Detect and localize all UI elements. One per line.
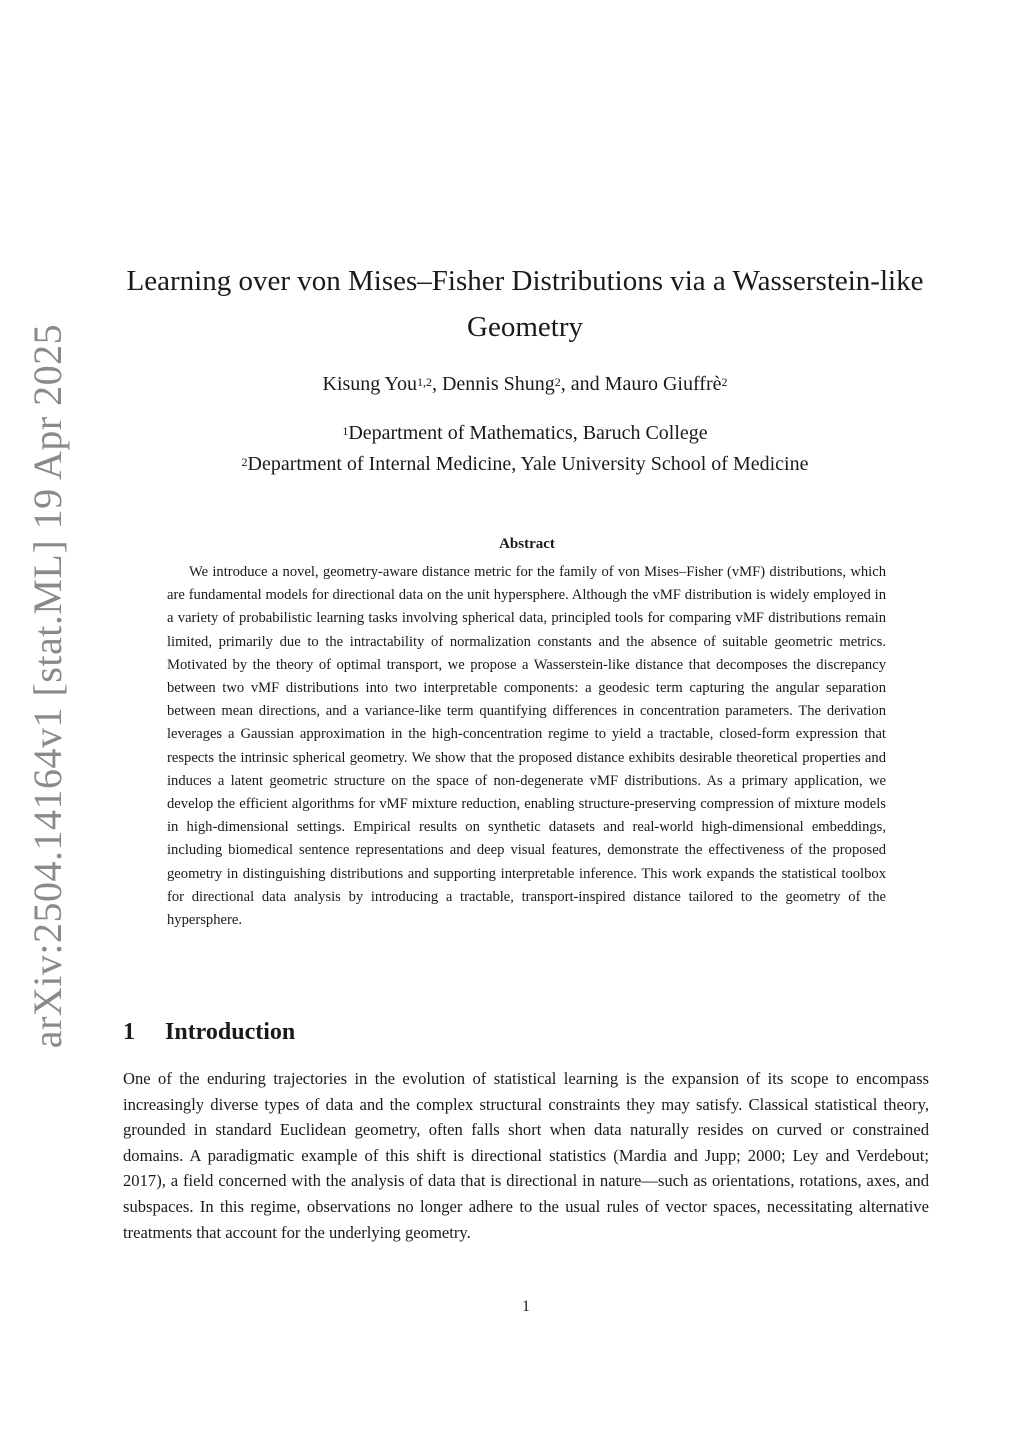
affiliation-marker: 2 — [241, 455, 248, 469]
introduction-paragraph: One of the enduring trajectories in the evolution of statistical learning is the expansion of its scope to encompass increasingly diverse types of data and the complex structural constraints they may satisfy. Classical statistical theory, grounded in standard Euclidean geometry, often falls short when data naturally resides on curved or constrained domains. A paradigmatic example of this shift is directional statistics (Mardia and Jupp; 2000; Ley and Verdebout; 2017), a field concerned with the analysis of data that is directional in nature—such as orientations, rotations, axes, and subspaces. In this regime, observations no longer adhere to the usual rules of vector spaces, necessitating alternative treatments that account for the underlying geometry. — [123, 1069, 929, 1242]
section-heading — [123, 1014, 723, 1050]
affiliation-text: Department of Internal Medicine, Yale University School of Medicine — [247, 453, 809, 475]
paper-title: Learning over von Mises–Fisher Distributions via a Wasserstein-like Geometry — [126, 265, 924, 343]
author-affiliation-marker: 2 — [721, 375, 728, 389]
affiliation-text: Department of Mathematics, Baruch College — [348, 422, 708, 444]
abstract-text: We introduce a novel, geometry-aware distance metric for the family of von Mises–Fisher (vMF) distributions, which are fundamental models for directional data on the unit hypersphere. Although the vMF distribution is widely employed in a variety of probabilistic learning tasks involving spherical data, principled tools for comparing vMF distributions remain limited, primarily due to the intractability of normalization constants and the absence of suitable geometric metrics. Motivated by the theory of optimal transport, we propose a Wasserstein-like distance that decomposes the discrepancy between two vMF distributions into two interpretable components: a geodesic term capturing the angular separation between mean directions, and a variance-like term quantifying differences in concentration parameters. The derivation leverages a Gaussian approximation in the high-concentration regime to yield a tractable, closed-form expression that respects the intrinsic spherical geometry. We show that the proposed distance exhibits desirable theoretical properties and induces a latent geometric structure on the space of non-degenerate vMF distributions. As a primary application, we develop the efficient algorithms for vMF mixture reduction, enabling structure-preserving compression of mixture models in high-dimensional settings. Empirical results on synthetic datasets and real-world high-dimensional embeddings, including biomedical sentence representations and deep visual features, demonstrate the effectiveness of the proposed geometry in distinguishing distributions and supporting interpretable inference. This work expands the statistical toolbox for directional data analysis by introducing a tractable, transport-inspired distance tailored to the geometry of the hypersphere. — [167, 564, 886, 929]
author-affiliation-marker: 2 — [554, 375, 561, 389]
section-title: Introduction — [165, 1019, 296, 1045]
affiliation-list — [110, 418, 940, 480]
author-separator: , and — [560, 373, 605, 395]
page-number: 1 — [522, 1298, 530, 1315]
author-name: Kisung You — [322, 373, 417, 395]
affiliation-line — [110, 449, 940, 480]
arxiv-identifier-stamp: arXiv:2504.14164v1 [stat.ML] 19 Apr 2025 — [25, 323, 70, 1049]
affiliation-line — [110, 418, 940, 449]
author-separator: , — [431, 373, 442, 395]
author-affiliation-marker: 1,2 — [416, 375, 432, 389]
section-number: 1 — [123, 1019, 135, 1045]
author-name: Mauro Giuffrè — [604, 373, 722, 395]
affiliation-marker: 1 — [342, 424, 349, 438]
author-list — [110, 370, 940, 398]
abstract-heading: Abstract — [499, 536, 555, 552]
author-name: Dennis Shung — [441, 373, 555, 395]
